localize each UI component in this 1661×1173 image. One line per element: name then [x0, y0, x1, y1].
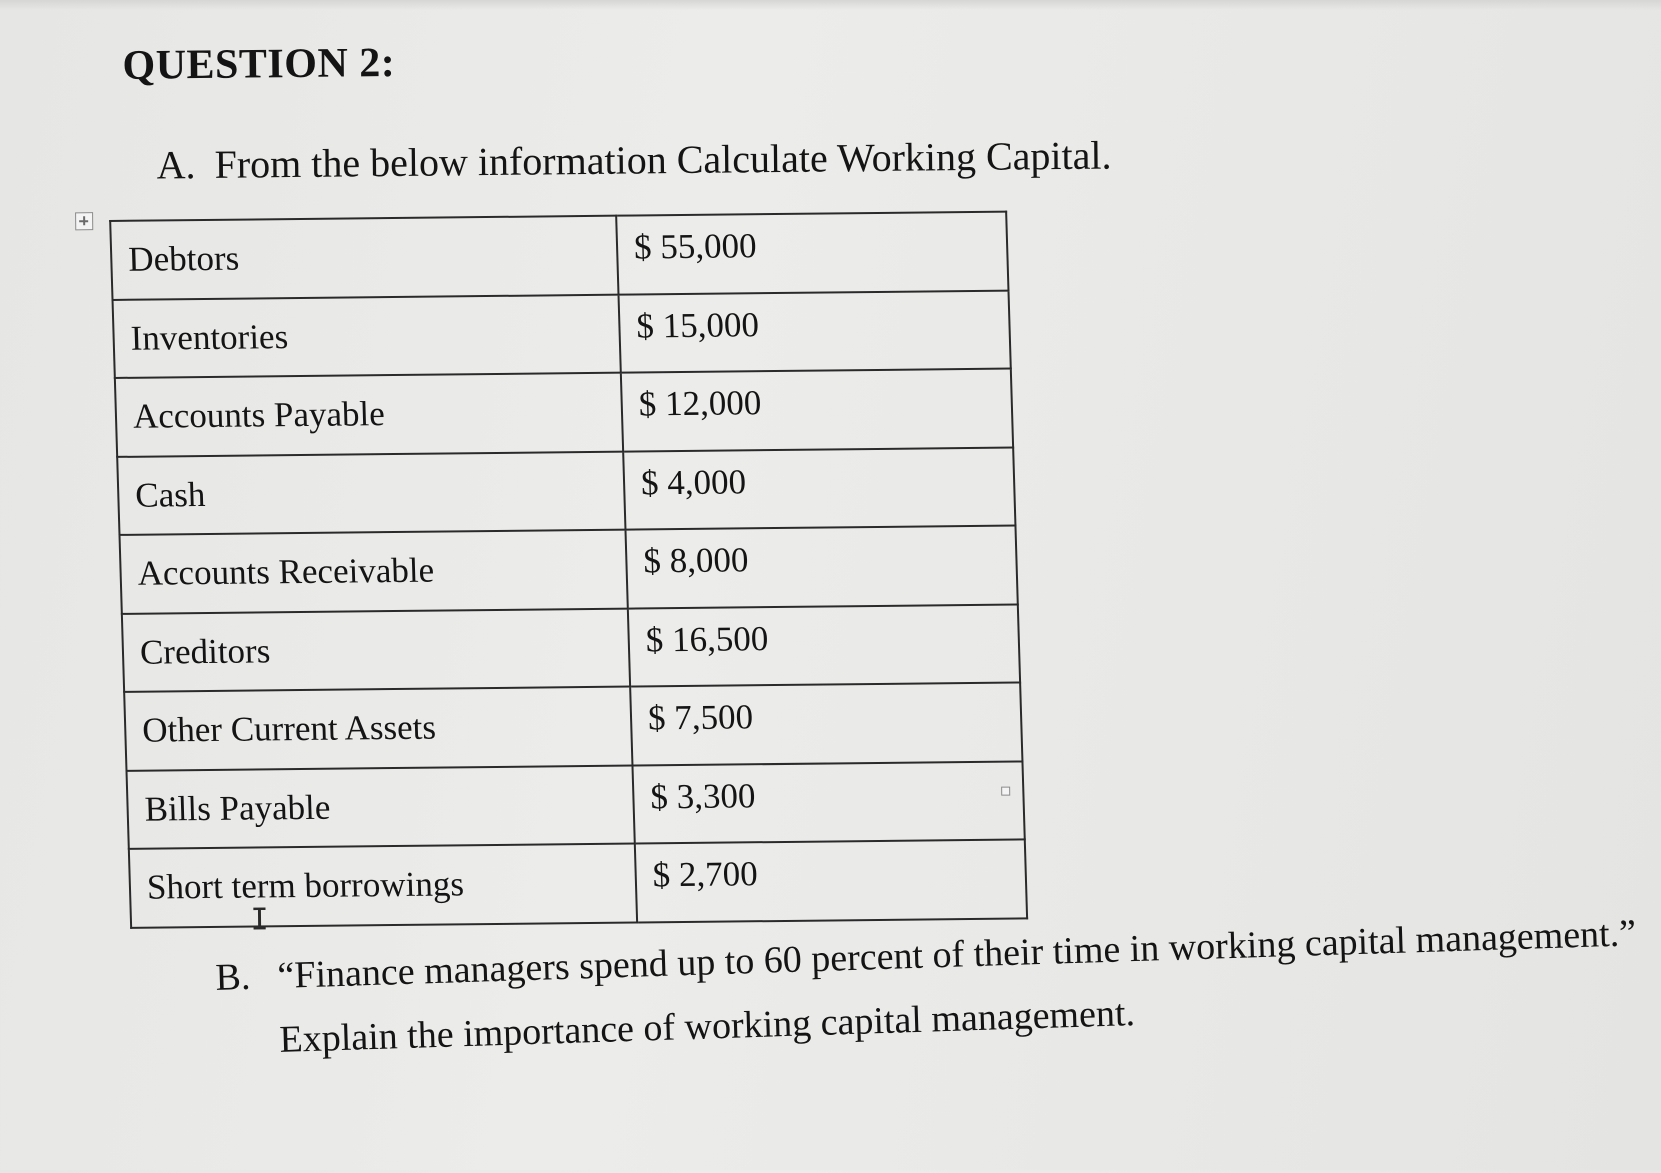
- row-label[interactable]: Accounts Payable: [115, 373, 623, 457]
- row-value[interactable]: $ 15,000: [618, 290, 1010, 373]
- table-row: [119, 526, 1017, 614]
- resize-handle-icon[interactable]: [1001, 787, 1010, 796]
- row-label[interactable]: Accounts Receivable: [119, 530, 627, 614]
- row-value[interactable]: $ 16,500: [628, 604, 1020, 687]
- row-value[interactable]: $ 3,300: [632, 761, 1024, 844]
- row-label[interactable]: Bills Payable: [126, 765, 634, 849]
- table-row: [117, 447, 1015, 535]
- row-label[interactable]: Cash: [117, 451, 625, 535]
- part-a-prompt: [156, 131, 1111, 188]
- row-label[interactable]: Inventories: [113, 294, 621, 378]
- table-row: [110, 212, 1008, 300]
- row-label[interactable]: Short term borrowings: [129, 844, 637, 928]
- row-value[interactable]: $ 55,000: [616, 212, 1008, 295]
- working-capital-table: [109, 211, 1028, 929]
- row-label[interactable]: Creditors: [122, 608, 630, 692]
- row-value[interactable]: $ 2,700: [635, 839, 1027, 922]
- row-value[interactable]: $ 7,500: [630, 682, 1022, 765]
- i-beam-cursor-icon: I: [250, 902, 269, 938]
- row-label[interactable]: Other Current Assets: [124, 687, 632, 771]
- part-a-text: From the below information Calculate Working Capital.: [214, 132, 1112, 187]
- part-b-line-1: “Finance managers spend up to 60 percent of their time in working capital management.”: [276, 912, 1637, 997]
- row-value[interactable]: $ 12,000: [621, 369, 1013, 452]
- table-row: [113, 290, 1011, 378]
- plus-move-icon[interactable]: [75, 212, 93, 230]
- part-b-marker: B.: [214, 955, 252, 999]
- row-label[interactable]: Debtors: [110, 216, 618, 300]
- table-row: [115, 369, 1013, 457]
- part-b-line-2: Explain the importance of working capital management.: [278, 992, 1136, 1061]
- row-value[interactable]: $ 4,000: [623, 447, 1015, 530]
- part-a-marker: A.: [156, 142, 196, 188]
- table-row: [122, 604, 1020, 692]
- table-row: [126, 761, 1024, 849]
- question-title: QUESTION 2:: [122, 39, 396, 89]
- table-row: [124, 682, 1022, 770]
- row-value[interactable]: $ 8,000: [625, 526, 1017, 609]
